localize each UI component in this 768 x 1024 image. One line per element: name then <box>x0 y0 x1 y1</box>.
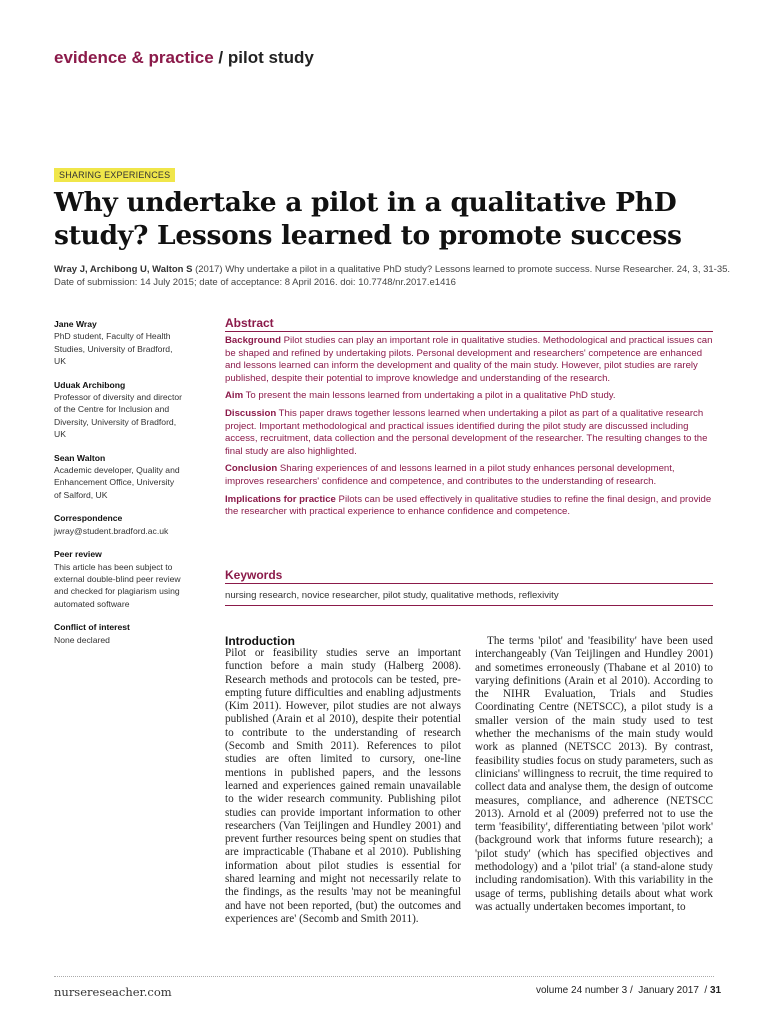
abstract-label: Background <box>225 335 281 346</box>
abstract-label: Implications for practice <box>225 493 336 505</box>
abstract-implications <box>225 494 713 519</box>
abstract-heading: Abstract <box>225 316 713 332</box>
abstract-background <box>225 335 713 385</box>
author-sidebar <box>54 318 182 657</box>
section-header <box>54 48 314 68</box>
keywords-list: nursing research, novice researcher, pilot study, qualitative methods, reflexivity <box>225 587 713 606</box>
abstract-text: This paper draws together lessons learned when undertaking a pilot as part of a qualitative research project. Important methodological and practical issues identified during the pilot study are discussed including access, recruitment, data collection and the personal development of the researcher. The resulting changes to the final study are also highlighted. <box>225 407 708 457</box>
introduction-heading: Introduction <box>225 634 295 648</box>
abstract <box>225 316 713 524</box>
body-column-2: The terms 'pilot' and 'feasibility' have been used interchangeably (Van Teijlingen and Hundley 2001) and sometimes erroneously (Thabane et al 2010) to varying definitions (Arain et al 2010). According to the NIHR Evaluation, Trials and Studies Coordinating Centre (NETSCC), a pilot study is a smaller version of the main study used to test whether the mechanisms of the main study would work as planned (NETSCC 2013). By contrast, feasibility studies focus on study parameters, such as clinicians' willingness to recruit, the time required to collect data and analyse them, the design of outcome measures, compliance, and adherence (NETSCC 2013). Arnold et al (2009) preferred not to use the term 'feasibility', differentiating between 'pilot work' (background work that informs future research); a 'pilot study' (which has specified objectives and methodology) and a 'pilot trial' (a stand-alone study including randomisation). With this variability in the usage of terms, publishing details about what work was actually undertaken becomes important, to <box>475 635 713 913</box>
footer-issue <box>536 985 721 996</box>
abstract-label: Discussion <box>225 407 277 419</box>
author-name: Uduak Archibong <box>54 379 126 390</box>
conflict-text: None declared <box>54 634 110 645</box>
abstract-aim <box>225 390 713 403</box>
correspondence-email[interactable]: jwray@student.bradford.ac.uk <box>54 525 169 536</box>
abstract-conclusion <box>225 463 713 488</box>
author-details: PhD student, Faculty of Health Studies, University of Bradford, UK <box>54 331 173 367</box>
peer-review-text: This article has been subject to external double-blind peer review and checked for plagiarism using automated software <box>54 561 181 609</box>
abstract-label: Aim <box>225 390 244 402</box>
keywords-heading: Keywords <box>225 568 713 584</box>
footer-issue-text: volume 24 number 3 / January 2017 / <box>536 985 710 996</box>
abstract-text: To present the main lessons learned from undertaking a pilot in a qualitative PhD study. <box>243 390 616 402</box>
article-title: Why undertake a pilot in a qualitative PhD study? Lessons learned to promote success <box>54 187 682 251</box>
citation <box>54 264 734 289</box>
author-name: Sean Walton <box>54 452 106 463</box>
author-name: Jane Wray <box>54 319 97 329</box>
citation-authors: Wray J, Archibong U, Walton S <box>54 264 193 275</box>
abstract-label: Conclusion <box>225 463 278 475</box>
abstract-text: Pilot studies can play an important role in qualitative studies. Methodological and practical issues can be shaped and refined by undertaking pilots. Personal development and researchers' competence are enhanced and lessons learned can inform the development and quality of the main study. However, pilot studies are rarely published, despite their potential to improve knowledge and understanding of the research. <box>225 335 713 384</box>
citation-details: (2017) Why undertake a pilot in a qualitative PhD study? Lessons learned to promote success. Nurse Researcher. 24, 3, 31-35. Date of submission: 14 July 2015; date of acceptance: 8 April 2016. doi: 10.7748/nr.2017.e1416 <box>54 264 731 288</box>
correspondence-block <box>54 512 182 537</box>
abstract-text: Pilots can be used effectively in qualitative studies to refine the final design, and provide the researcher with practical experience to enhance confidence and competence. <box>225 493 712 518</box>
correspondence-label: Correspondence <box>54 513 123 524</box>
category-badge: SHARING EXPERIENCES <box>54 168 175 182</box>
footer-site[interactable]: nursereseacher.com <box>54 985 172 999</box>
peer-review-label: Peer review <box>54 549 102 560</box>
subsection-label: pilot study <box>227 48 314 67</box>
peer-review-block <box>54 548 182 610</box>
conflict-label: Conflict of interest <box>54 622 130 633</box>
author-block <box>54 452 182 502</box>
author-details: Academic developer, Quality and Enhancement Office, University of Salford, UK <box>54 465 180 500</box>
page-number: 31 <box>710 985 722 996</box>
footer-divider <box>54 976 714 977</box>
author-block <box>54 318 182 368</box>
conflict-block <box>54 621 182 646</box>
abstract-text: Sharing experiences of and lessons learned in a pilot study enhances personal development, improves researchers' confidence and competence, and contributes to the understanding of research. <box>225 463 675 487</box>
body-column-1: Pilot or feasibility studies serve an important function before a main study (Halberg 2008). Research methods and protocols can be tested, pre-empting future difficulties and enabling adjustments (Kim 2011). However, pilot studies are not always published (Arain et al 2010), despite their potential to contribute to the understanding of research (Secomb and Smith 2011). References to pilot studies are often limited to cursory, one-line mentions in published papers, and the lessons learned and experiences gained remain unavailable to the wider research community. Publishing pilot studies can provide important information to other researchers (Van Teijlingen and Hundley 2001) and prevent further resources being spent on studies that are impracticable (Thabane et al 2010). Publishing information about pilot studies is essential for shared learning and might not necessarily relate to the findings, as the results 'may not be meaningful and have not been reported, (but) the outcomes and experiences are' (Secomb and Smith 2011). <box>225 647 461 925</box>
keywords <box>225 568 713 606</box>
author-block <box>54 379 182 441</box>
section-label: evidence & practice <box>54 48 214 67</box>
abstract-discussion <box>225 408 713 458</box>
section-separator: / <box>213 48 228 67</box>
author-details: Professor of diversity and director of the Centre for Inclusion and Diversity, University of Bradford, UK <box>54 392 183 440</box>
